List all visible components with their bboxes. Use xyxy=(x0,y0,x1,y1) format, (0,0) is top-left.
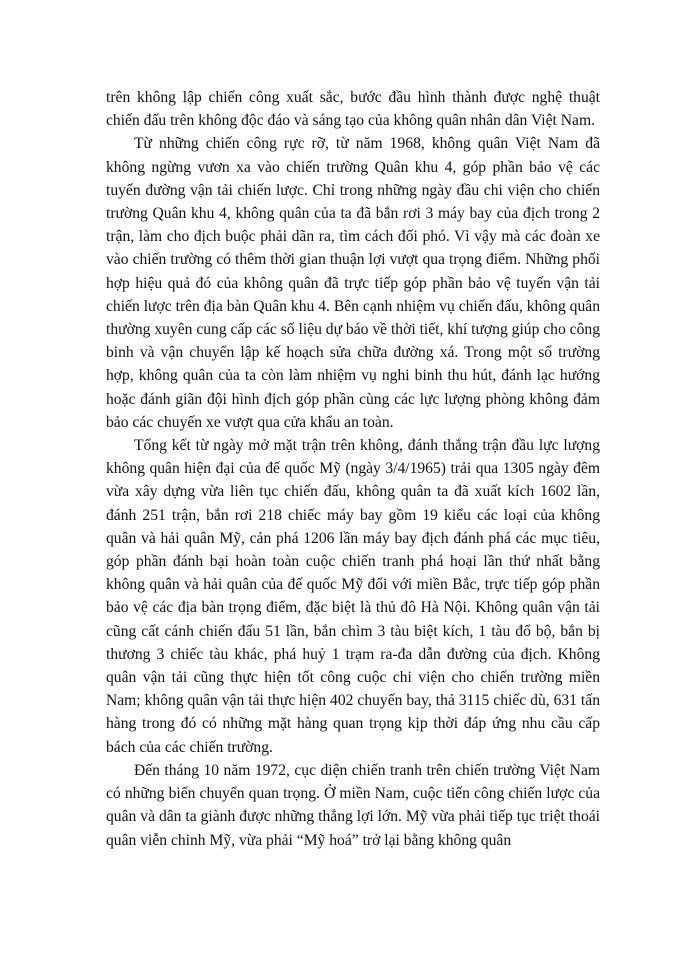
document-page xyxy=(106,86,600,852)
paragraph-3: Tổng kết từ ngày mở mặt trận trên không, đánh thắng trận đầu lực lượng không quân hiện đại của đế quốc Mỹ (ngày 3/4/1965) trải qua 1305 ngày đêm vừa xây dựng vừa liên tục chiến đấu, không quân ta đã xuất kích 1602 lần, đánh 251 trận, bắn rơi 218 chiếc máy bay gồm 19 kiểu các loại của không quân và hải quân Mỹ, cản phá 1206 lần máy bay địch đánh phá các mục tiêu, góp phần đánh bại hoàn toàn cuộc chiến tranh phá hoại lần thứ nhất bằng không quân và hải quân của đế quốc Mỹ đối với miền Bắc, trực tiếp góp phần bảo vệ các địa bàn trọng điểm, đặc biệt là thủ đô Hà Nội. Không quân vận tải cũng cất cánh chiến đấu 51 lần, bắn chìm 3 tàu biệt kích, 1 tàu đổ bộ, bắn bị thương 3 chiếc tàu khác, phá huỷ 1 trạm ra-đa dẫn đường của địch. Không quân vận tải cũng thực hiện tốt công cuộc chi viện cho chiến trường miền Nam; không quân vận tải thực hiện 402 chuyến bay, thả 3115 chiếc dù, 631 tấn hàng trong đó có những mặt hàng quan trọng kịp thời đáp ứng nhu cầu cấp bách của các chiến trường. xyxy=(106,437,600,756)
paragraph-1-continuation: trên không lập chiến công xuất sắc, bước đầu hình thành được nghệ thuật chiến đấu trên không độc đáo và sáng tạo của không quân nhân dân Việt Nam. xyxy=(106,89,600,130)
paragraph-2: Từ những chiến công rực rỡ, từ năm 1968, không quân Việt Nam đã không ngừng vươn xa vào chiến trường Quân khu 4, góp phần bảo vệ các tuyến đường vận tải chiến lược. Chỉ trong những ngày đầu chi viện cho chiến trường Quân khu 4, không quân của ta đã bắn rơi 3 máy bay của địch trong 2 trận, làm cho địch buộc phải dãn ra, tìm cách đối phó. Vì vậy mà các đoàn xe vào chiến trường có thêm thời gian thuận lợi vượt qua trọng điểm. Những phối hợp hiệu quả đó của không quân đã trực tiếp góp phần bảo vệ tuyến vận tải chiến lược trên địa bàn Quân khu 4. Bên cạnh nhiệm vụ chiến đấu, không quân thường xuyên cung cấp các số liệu dự báo về thời tiết, khí tượng giúp cho công binh và vận chuyển lập kế hoạch sửa chữa đường xá. Trong một số trường hợp, không quân của ta còn làm nhiệm vụ nghi binh thu hút, đánh lạc hướng hoặc đánh giãn đội hình địch góp phần cùng các lực lượng phòng không đảm bảo các chuyến xe vượt qua cửa khẩu an toàn. xyxy=(106,135,600,431)
paragraph-4: Đến tháng 10 năm 1972, cục diện chiến tranh trên chiến trường Việt Nam có những biến chuyển quan trọng. Ở miền Nam, cuộc tiến công chiến lược của quân và dân ta giành được những thắng lợi lớn. Mỹ vừa phải tiếp tục triệt thoái quân viễn chinh Mỹ, vừa phải “Mỹ hoá” trở lại bằng không quân xyxy=(106,761,600,849)
